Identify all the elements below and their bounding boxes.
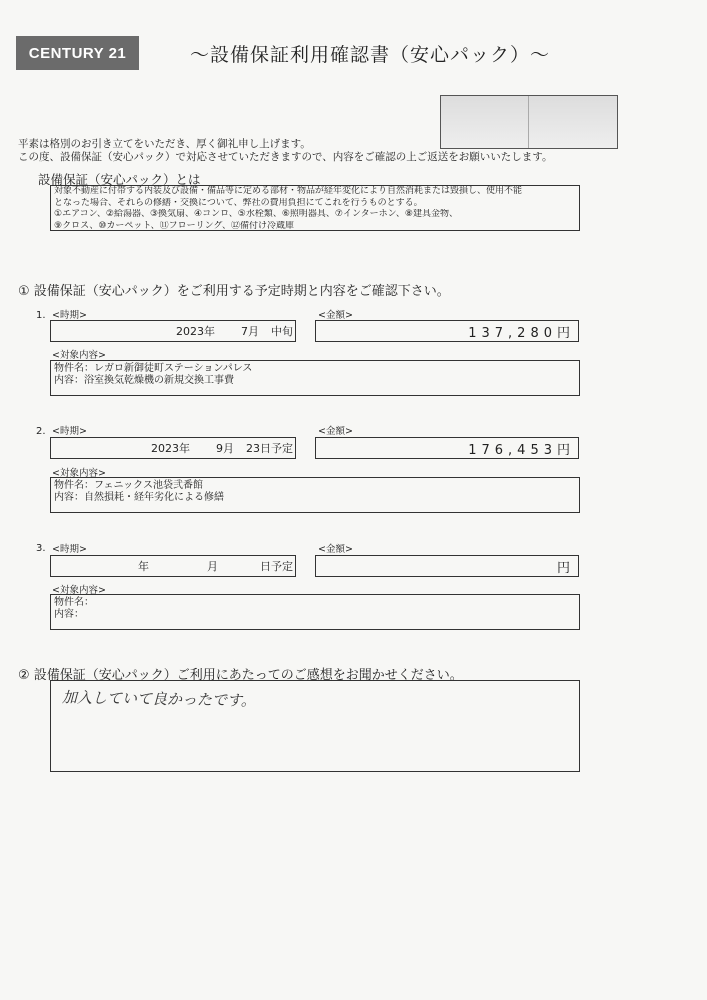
entry-date-day: 日予定 (260, 560, 293, 573)
entry-content-box (50, 360, 580, 396)
entry-amount: 円 (556, 560, 575, 576)
entry-date-year: 2023年 (151, 442, 190, 455)
entry-amount: 176,453円 (468, 442, 575, 458)
stamp-box (440, 95, 618, 149)
entry-content-box (50, 477, 580, 513)
entry-date-box (50, 320, 296, 342)
entry-property: 物件名：フェニックス池袋弐番館 (54, 480, 203, 491)
entry-date-year: 年 (138, 560, 149, 573)
entry-number: 1. (36, 310, 46, 321)
entry-number: 3. (36, 543, 46, 554)
definition-line: ⑨クロス、⑩カーペット、⑪フローリング、⑫備付け冷蔵庫 (54, 220, 295, 231)
amount-label: <金額> (318, 544, 353, 555)
entry-date-day: 中旬 (271, 325, 293, 338)
entry-date-month: 7月 (241, 325, 259, 338)
period-label: <時期> (52, 310, 87, 321)
definition-line: となった場合、それらの修繕・交換について、弊社の費用負担にてこれを行うものとする。 (54, 197, 423, 208)
entry-content: 内容： (54, 609, 84, 620)
amount-label: <金額> (318, 426, 353, 437)
section2-heading: ② 設備保証（安心パック）ご利用にあたってのご感想をお聞かせください。 (18, 668, 463, 683)
document-title: 〜設備保証利用確認書（安心パック）〜 (190, 44, 551, 66)
greeting-line-2: この度、設備保証（安心パック）で対応させていただきますので、内容をご確認の上ご返送をお願いいたします。 (18, 151, 553, 163)
entry-content-box (50, 594, 580, 630)
definition-line: 対象不動産に付帯する内装及び設備・備品等に定める部材・物品が経年変化により自然消耗または毀損し、使用不能 (54, 186, 523, 196)
entry-date-month: 9月 (216, 442, 234, 455)
definition-box (50, 185, 580, 231)
entry-property: 物件名： (54, 597, 94, 608)
amount-label: <金額> (318, 310, 353, 321)
entry-amount-box (315, 555, 579, 577)
period-label: <時期> (52, 544, 87, 555)
definition-heading: 設備保証（安心パック）とは (38, 172, 201, 187)
content-label: <対象内容> (52, 350, 106, 361)
entry-date-box (50, 555, 296, 577)
entry-property: 物件名：レガロ新御徒町ステーションパレス (54, 363, 253, 374)
entry-amount-box (315, 320, 579, 342)
entry-date-month: 月 (207, 560, 218, 573)
entry-number: 2. (36, 426, 46, 437)
definition-line: ①エアコン、②給湯器、③換気扇、④コンロ、⑤水栓類、⑥照明器具、⑦インターホン、⑧建具金物、 (54, 209, 458, 219)
content-label: <対象内容> (52, 468, 106, 479)
century21-logo: CENTURY 21 (16, 36, 139, 70)
stamp-cell-left (441, 96, 529, 148)
content-label: <対象内容> (52, 585, 106, 596)
handwritten-comment: 加入していて良かったです。 (61, 688, 256, 710)
entry-date-box (50, 437, 296, 459)
period-label: <時期> (52, 426, 87, 437)
entry-content: 内容：自然損耗・経年劣化による修繕 (54, 492, 224, 503)
entry-amount: 137,280円 (468, 325, 575, 341)
entry-date-day: 23日予定 (246, 442, 293, 455)
greeting-line-1: 平素は格別のお引き立てをいただき、厚く御礼申し上げます。 (18, 138, 311, 150)
entry-content: 内容：浴室換気乾燥機の新規交換工事費 (54, 375, 234, 386)
stamp-cell-right (529, 96, 617, 148)
section1-heading: ① 設備保証（安心パック）をご利用する予定時期と内容をご確認下さい。 (18, 284, 450, 299)
entry-date-year: 2023年 (176, 325, 215, 338)
entry-amount-box (315, 437, 579, 459)
